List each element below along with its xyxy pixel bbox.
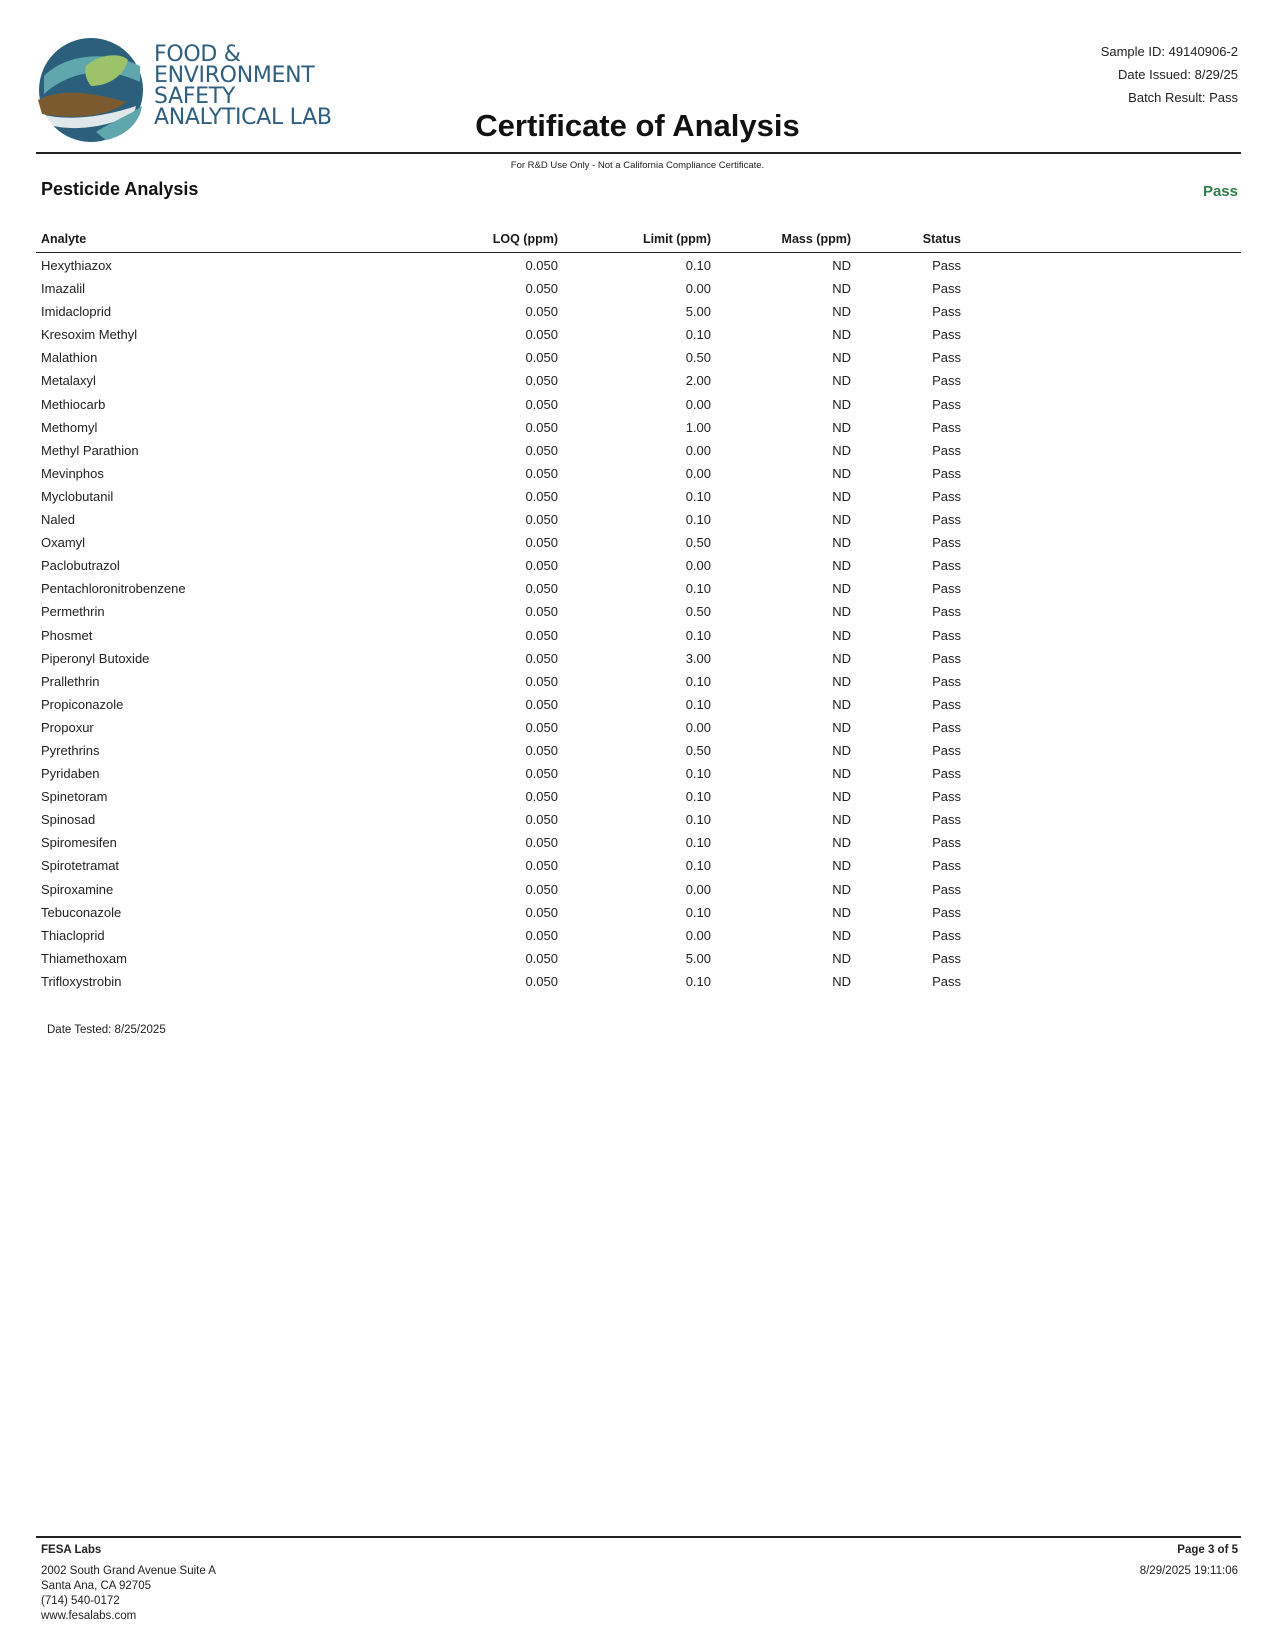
cell-status: Pass xyxy=(932,766,961,782)
table-row xyxy=(36,762,1241,785)
table-row xyxy=(36,277,1241,300)
cell-status: Pass xyxy=(932,927,961,943)
cell-mass: ND xyxy=(832,742,851,758)
cell-limit: 0.00 xyxy=(685,442,711,458)
cell-limit: 0.50 xyxy=(685,350,711,366)
cell-loq: 0.050 xyxy=(525,789,558,805)
cell-loq: 0.050 xyxy=(525,488,558,504)
table-row xyxy=(36,369,1241,392)
cell-analyte: Metalaxyl xyxy=(41,373,96,389)
cell-loq: 0.050 xyxy=(525,950,558,966)
cell-analyte: Methyl Parathion xyxy=(41,442,139,458)
cell-loq: 0.050 xyxy=(525,419,558,435)
section-title: Pesticide Analysis xyxy=(41,179,199,199)
table-row xyxy=(36,808,1241,831)
cell-analyte: Imidacloprid xyxy=(41,304,112,320)
column-header-status: Status xyxy=(922,232,961,246)
cell-analyte: Permethrin xyxy=(41,604,105,620)
cell-mass: ND xyxy=(832,696,851,712)
cell-limit: 0.00 xyxy=(685,396,711,412)
cell-status: Pass xyxy=(932,950,961,966)
cell-analyte: Oxamyl xyxy=(41,535,86,551)
cell-status: Pass xyxy=(932,719,961,735)
cell-limit: 0.10 xyxy=(685,673,711,689)
cell-mass: ND xyxy=(832,835,851,851)
cell-status: Pass xyxy=(932,673,961,689)
cell-limit: 0.10 xyxy=(685,627,711,643)
cell-loq: 0.050 xyxy=(525,650,558,666)
cell-limit: 0.00 xyxy=(685,281,711,297)
cell-mass: ND xyxy=(832,673,851,689)
cell-status: Pass xyxy=(932,488,961,504)
table-row xyxy=(36,924,1241,947)
cell-loq: 0.050 xyxy=(525,766,558,782)
cell-analyte: Hexythiazox xyxy=(41,258,112,273)
cell-mass: ND xyxy=(832,396,851,412)
column-header-limit: Limit (ppm) xyxy=(642,232,711,246)
table-row xyxy=(36,831,1241,854)
cell-analyte: Pentachloronitrobenzene xyxy=(41,581,186,597)
cell-limit: 0.10 xyxy=(685,789,711,805)
table-row xyxy=(36,485,1241,508)
column-header-mass: Mass (ppm) xyxy=(781,232,851,246)
cell-status: Pass xyxy=(932,604,961,620)
cell-analyte: Spinetoram xyxy=(41,789,108,805)
cell-limit: 5.00 xyxy=(685,304,711,320)
cell-mass: ND xyxy=(832,927,851,943)
cell-loq: 0.050 xyxy=(525,696,558,712)
cell-loq: 0.050 xyxy=(525,881,558,897)
table-row xyxy=(36,854,1241,877)
table-row xyxy=(36,439,1241,462)
table-row xyxy=(36,739,1241,762)
cell-mass: ND xyxy=(832,258,851,273)
column-header-loq: LOQ (ppm) xyxy=(492,232,558,246)
table-row xyxy=(36,716,1241,739)
cell-limit: 0.10 xyxy=(685,581,711,597)
cell-loq: 0.050 xyxy=(525,327,558,343)
cell-loq: 0.050 xyxy=(525,673,558,689)
cell-limit: 0.10 xyxy=(685,812,711,828)
cell-loq: 0.050 xyxy=(525,742,558,758)
footer-timestamp: 8/29/2025 19:11:06 xyxy=(1139,1565,1238,1577)
cell-limit: 0.10 xyxy=(685,835,711,851)
cell-mass: ND xyxy=(832,419,851,435)
cell-limit: 0.00 xyxy=(685,881,711,897)
table-row xyxy=(36,970,1241,993)
cell-loq: 0.050 xyxy=(525,512,558,528)
table-row xyxy=(36,254,1241,277)
cell-status: Pass xyxy=(932,835,961,851)
cell-status: Pass xyxy=(932,535,961,551)
cell-loq: 0.050 xyxy=(525,350,558,366)
results-table-body xyxy=(36,254,1241,993)
cell-limit: 0.10 xyxy=(685,858,711,874)
cell-limit: 5.00 xyxy=(685,950,711,966)
footer-address-line: Santa Ana, CA 92705 xyxy=(41,1580,151,1592)
cell-limit: 0.10 xyxy=(685,258,711,273)
cell-analyte: Spirotetramat xyxy=(41,858,120,874)
cell-analyte: Tebuconazole xyxy=(41,904,122,920)
cell-mass: ND xyxy=(832,789,851,805)
logo-line: ENVIRONMENT xyxy=(154,63,315,88)
table-row xyxy=(36,577,1241,600)
cell-mass: ND xyxy=(832,766,851,782)
table-row xyxy=(36,323,1241,346)
table-row xyxy=(36,693,1241,716)
table-row xyxy=(36,901,1241,924)
footer-address-line: 2002 South Grand Avenue Suite A xyxy=(41,1565,216,1577)
cell-analyte: Mevinphos xyxy=(41,465,104,481)
table-header xyxy=(36,232,1241,253)
cell-mass: ND xyxy=(832,627,851,643)
page-number: Page 3 of 5 xyxy=(1177,1544,1238,1556)
cell-loq: 0.050 xyxy=(525,258,558,273)
cell-loq: 0.050 xyxy=(525,442,558,458)
cell-analyte: Spiromesifen xyxy=(41,835,117,851)
cell-status: Pass xyxy=(932,742,961,758)
table-row xyxy=(36,462,1241,485)
cell-status: Pass xyxy=(932,881,961,897)
cell-analyte: Naled xyxy=(41,512,75,528)
cell-limit: 0.00 xyxy=(685,719,711,735)
cell-loq: 0.050 xyxy=(525,812,558,828)
cell-mass: ND xyxy=(832,281,851,297)
cell-status: Pass xyxy=(932,858,961,874)
cell-status: Pass xyxy=(932,258,961,273)
cell-mass: ND xyxy=(832,881,851,897)
cell-status: Pass xyxy=(932,650,961,666)
table-row xyxy=(36,624,1241,647)
cell-loq: 0.050 xyxy=(525,304,558,320)
table-row xyxy=(36,600,1241,623)
column-header-analyte: Analyte xyxy=(41,232,87,246)
cell-status: Pass xyxy=(932,696,961,712)
cell-status: Pass xyxy=(932,442,961,458)
cell-status: Pass xyxy=(932,904,961,920)
table-row xyxy=(36,416,1241,439)
cell-loq: 0.050 xyxy=(525,627,558,643)
cell-status: Pass xyxy=(932,304,961,320)
cell-limit: 0.00 xyxy=(685,558,711,574)
footer-phone: (714) 540-0172 xyxy=(41,1595,120,1607)
cell-loq: 0.050 xyxy=(525,373,558,389)
cell-analyte: Methomyl xyxy=(41,419,98,435)
cell-loq: 0.050 xyxy=(525,858,558,874)
cell-status: Pass xyxy=(932,973,961,989)
cell-loq: 0.050 xyxy=(525,581,558,597)
cell-status: Pass xyxy=(932,627,961,643)
footer-page-info xyxy=(1140,1543,1238,1579)
footer-org: FESA Labs xyxy=(41,1544,102,1556)
cell-limit: 0.50 xyxy=(685,535,711,551)
cell-analyte: Imazalil xyxy=(41,281,86,297)
cell-status: Pass xyxy=(932,812,961,828)
cell-mass: ND xyxy=(832,558,851,574)
cell-limit: 0.50 xyxy=(685,604,711,620)
date-tested: Date Tested: 8/25/2025 xyxy=(47,1024,166,1036)
document-title-text: Certificate of Analysis xyxy=(475,108,800,143)
cell-mass: ND xyxy=(832,719,851,735)
cell-loq: 0.050 xyxy=(525,396,558,412)
cell-mass: ND xyxy=(832,465,851,481)
cell-analyte: Piperonyl Butoxide xyxy=(41,650,150,666)
cell-status: Pass xyxy=(932,281,961,297)
cell-status: Pass xyxy=(932,789,961,805)
cell-analyte: Malathion xyxy=(41,350,98,366)
cell-analyte: Pyridaben xyxy=(41,766,100,782)
section-result-badge: Pass xyxy=(1202,183,1238,200)
cell-limit: 0.10 xyxy=(685,488,711,504)
cell-limit: 0.10 xyxy=(685,327,711,343)
cell-mass: ND xyxy=(832,350,851,366)
footer-address xyxy=(41,1543,216,1624)
batch-result: Batch Result: Pass xyxy=(1128,90,1238,105)
cell-status: Pass xyxy=(932,512,961,528)
cell-limit: 0.00 xyxy=(685,927,711,943)
table-row xyxy=(36,393,1241,416)
cell-analyte: Thiacloprid xyxy=(41,927,105,943)
cell-loq: 0.050 xyxy=(525,835,558,851)
table-row xyxy=(36,785,1241,808)
cell-mass: ND xyxy=(832,535,851,551)
cell-analyte: Thiamethoxam xyxy=(41,950,127,966)
cell-status: Pass xyxy=(932,327,961,343)
cell-status: Pass xyxy=(932,465,961,481)
date-issued: Date Issued: 8/29/25 xyxy=(1118,67,1238,82)
cell-analyte: Propoxur xyxy=(41,719,94,735)
header-divider xyxy=(36,152,1241,154)
cell-analyte: Trifloxystrobin xyxy=(41,973,122,989)
table-row xyxy=(36,670,1241,693)
cell-status: Pass xyxy=(932,558,961,574)
cell-loq: 0.050 xyxy=(525,535,558,551)
cell-analyte: Phosmet xyxy=(41,627,93,643)
cell-mass: ND xyxy=(832,650,851,666)
cell-mass: ND xyxy=(832,304,851,320)
table-row xyxy=(36,531,1241,554)
cell-mass: ND xyxy=(832,604,851,620)
cell-mass: ND xyxy=(832,904,851,920)
logo-line: ANALYTICAL LAB xyxy=(154,105,332,130)
cell-analyte: Spiroxamine xyxy=(41,881,114,897)
cell-limit: 0.10 xyxy=(685,904,711,920)
cell-mass: ND xyxy=(832,950,851,966)
cell-analyte: Paclobutrazol xyxy=(41,558,120,574)
cell-loq: 0.050 xyxy=(525,719,558,735)
table-row xyxy=(36,878,1241,901)
table-row xyxy=(36,947,1241,970)
cell-limit: 1.00 xyxy=(685,419,711,435)
sample-id: Sample ID: 49140906-2 xyxy=(1100,44,1238,59)
table-row xyxy=(36,508,1241,531)
cell-mass: ND xyxy=(832,973,851,989)
cell-limit: 2.00 xyxy=(685,373,711,389)
disclaimer: For R&D Use Only - Not a California Compliance Certificate. xyxy=(510,160,765,171)
table-row xyxy=(36,647,1241,670)
cell-analyte: Pyrethrins xyxy=(41,742,100,758)
cell-status: Pass xyxy=(932,350,961,366)
cell-analyte: Methiocarb xyxy=(41,396,106,412)
cell-limit: 0.10 xyxy=(685,766,711,782)
cell-loq: 0.050 xyxy=(525,604,558,620)
cell-loq: 0.050 xyxy=(525,904,558,920)
logo-line: FOOD & xyxy=(154,42,241,67)
cell-limit: 0.50 xyxy=(685,742,711,758)
cell-loq: 0.050 xyxy=(525,558,558,574)
cell-loq: 0.050 xyxy=(525,973,558,989)
cell-loq: 0.050 xyxy=(525,465,558,481)
cell-mass: ND xyxy=(832,581,851,597)
cell-analyte: Prallethrin xyxy=(41,673,100,689)
cell-limit: 0.10 xyxy=(685,696,711,712)
cell-mass: ND xyxy=(832,858,851,874)
cell-limit: 0.10 xyxy=(685,512,711,528)
cell-loq: 0.050 xyxy=(525,927,558,943)
cell-status: Pass xyxy=(932,419,961,435)
cell-mass: ND xyxy=(832,373,851,389)
footer-divider xyxy=(36,1536,1241,1538)
table-row xyxy=(36,346,1241,369)
table-row xyxy=(36,300,1241,323)
table-row xyxy=(36,554,1241,577)
cell-analyte: Propiconazole xyxy=(41,696,124,712)
cell-mass: ND xyxy=(832,812,851,828)
cell-loq: 0.050 xyxy=(525,281,558,297)
cell-limit: 3.00 xyxy=(685,650,711,666)
cell-limit: 0.00 xyxy=(685,465,711,481)
cell-mass: ND xyxy=(832,442,851,458)
document-title xyxy=(0,105,1275,144)
cell-analyte: Kresoxim Methyl xyxy=(41,327,138,343)
cell-mass: ND xyxy=(832,327,851,343)
cell-mass: ND xyxy=(832,512,851,528)
cell-status: Pass xyxy=(932,396,961,412)
cell-mass: ND xyxy=(832,488,851,504)
cell-analyte: Spinosad xyxy=(41,812,96,828)
sample-meta xyxy=(1101,40,1238,109)
footer-website: www.fesalabs.com xyxy=(41,1610,137,1622)
logo-line: SAFETY xyxy=(154,84,236,109)
cell-limit: 0.10 xyxy=(685,973,711,989)
cell-analyte: Myclobutanil xyxy=(41,488,114,504)
cell-status: Pass xyxy=(932,581,961,597)
cell-status: Pass xyxy=(932,373,961,389)
